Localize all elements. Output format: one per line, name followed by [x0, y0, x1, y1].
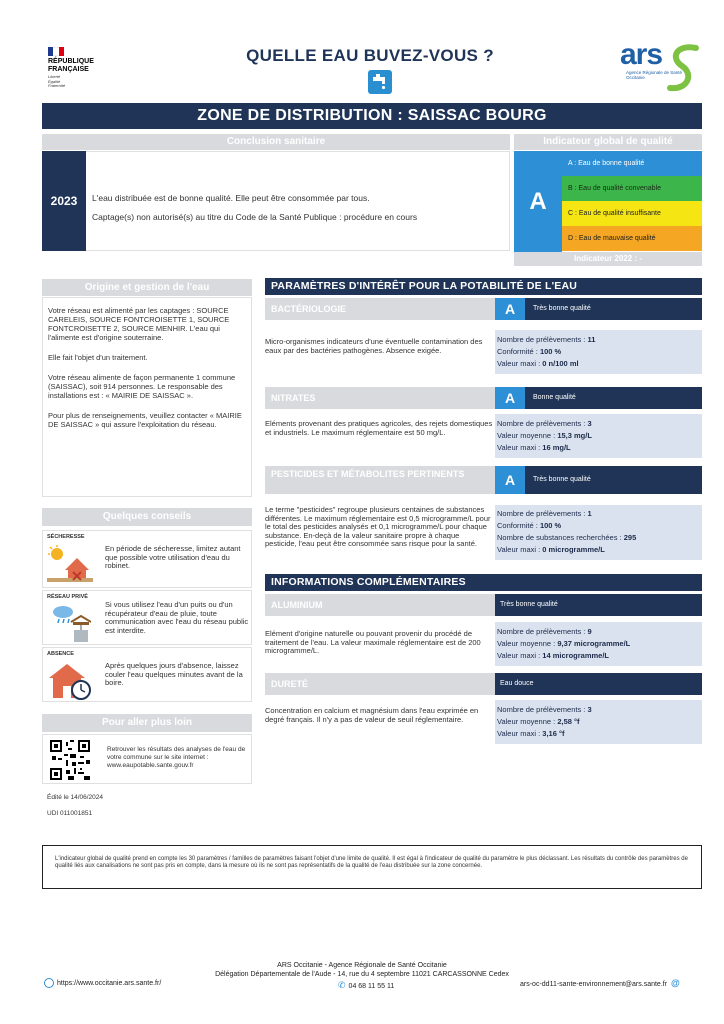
- stat-row: Nombre de substances recherchées : 295: [497, 533, 637, 542]
- zone-title: ZONE DE DISTRIBUTION : SAISSAC BOURG: [42, 103, 702, 129]
- origin-heading: Origine et gestion de l'eau: [42, 279, 252, 296]
- well-icon: [49, 604, 91, 644]
- parameters-heading: PARAMÈTRES D'INTÉRÊT POUR LA POTABILITÉ DE L'EAU: [265, 278, 702, 295]
- param-pesticides-description: Le terme "pesticides" regroupe plusieurs centaines de substances différentes. Le maximum réglementaire est 0,5 microgramme/L pour le total des pesticides analysés et 0,1 microgramme/L pour chaque substance. En-deçà de la valeur sanitaire propre à chaque pesticide, l'eau peut être consommée sans risque pour la santé.: [265, 505, 491, 548]
- param-pesticides-stats: [495, 505, 702, 560]
- param-pesticides-letter: A: [495, 466, 525, 494]
- water-tap-icon: [368, 70, 392, 94]
- origin-paragraph-captages: Votre réseau est alimenté par les captages : SOURCE CARELEIS, SOURCE FONTCROISETTE 1, SOURCE FONTCROISETTE 2, SOURCE MENHIR. L'eau qui l'alimente est d'origine souterraine.: [48, 306, 230, 342]
- advice-absence: [42, 647, 252, 702]
- advice-absence-text: Après quelques jours d'absence, laissez couler l'eau quelques minutes avant de la boire.: [105, 661, 243, 687]
- origin-paragraph-treatment: Elle fait l'objet d'un traitement.: [48, 353, 148, 362]
- stat-row: Nombre de prélèvements : 11: [497, 335, 596, 344]
- param-pesticides-quality: Très bonne qualité: [525, 466, 702, 494]
- stat-row: Valeur maxi : 0 n/100 ml: [497, 359, 579, 368]
- info-hardness-description: Concentration en calcium et magnésium dans l'eau exprimée en degré français. Il n'y a pas de valeur de seuil réglementaire.: [265, 706, 479, 724]
- stat-row: Nombre de prélèvements : 1: [497, 509, 592, 518]
- footer-website-link[interactable]: https://www.occitanie.ars.sante.fr/: [44, 978, 161, 988]
- conclusion-line2: Captage(s) non autorisé(s) au titre du Code de la Santé Publique : procédure en cours: [92, 212, 418, 222]
- qr-code-icon[interactable]: [50, 740, 90, 780]
- stat-row: Nombre de prélèvements : 9: [497, 627, 592, 636]
- param-bacteriology-description: Micro-organismes indicateurs d'une éventuelle contamination des eaux par des bactéries pathogènes. Absence exigée.: [265, 337, 483, 355]
- quality-indicator-footnote: L'indicateur global de qualité prend en compte les 30 paramètres / familles de paramètres faisant l'objet d'une limite de qualité. Il est égal à l'indicateur de qualité du paramètre le plus déclassant. Les résultats du contrôle des paramètres de qualité liés aux canalisations ne sont pas pris en compte, dans la mesure où ils ne sont pas représentatifs de la qualité de l'eau distribuée sur la zone concernée.: [42, 845, 702, 889]
- stat-row: Conformité : 100 %: [497, 347, 562, 356]
- advice-private-network-text: Si vous utilisez l'eau d'un puits ou d'un récupérateur d'eau de pluie, toute communication avec l'eau du réseau public est interdite.: [105, 600, 249, 635]
- origin-box: [42, 297, 252, 497]
- param-nitrates-quality: Bonne qualité: [525, 387, 702, 409]
- param-bacteriology-name: BACTÉRIOLOGIE: [265, 298, 495, 320]
- param-nitrates-letter: A: [495, 387, 525, 409]
- advice-private-network: [42, 590, 252, 645]
- house-clock-icon: [47, 660, 93, 700]
- page-title: QUELLE EAU BUVEZ-VOUS ?: [246, 46, 494, 65]
- stat-row: Nombre de prélèvements : 3: [497, 705, 592, 714]
- ars-logo-sub1: Agence Régionale de Santé: [626, 70, 683, 75]
- ars-swoosh-icon: [666, 42, 700, 94]
- advice-absence-label: ABSENCE: [47, 651, 74, 657]
- advice-drought-text: En période de sécheresse, limitez autant que possible votre utilisation d'eau du robinet.: [105, 544, 241, 570]
- info-aluminium-stats: [495, 622, 702, 666]
- stat-row: Valeur maxi : 14 microgramme/L: [497, 651, 609, 660]
- origin-paragraph-population: Votre réseau alimente de façon permanente 1 commune (SAISSAC), soit 914 personnes. Le responsable des installations est : « MAIRIE DE SAISSAC ».: [48, 373, 236, 400]
- footer-email-link[interactable]: ars-oc-dd11-sante-environnement@ars.sante.fr @: [520, 978, 680, 988]
- stat-row: Valeur moyenne : 9,37 microgramme/L: [497, 639, 631, 648]
- conclusion-heading: Conclusion sanitaire: [42, 134, 510, 150]
- footer-organization: ARS Occitanie - Agence Régionale de Santé Occitanie: [277, 962, 447, 969]
- advice-heading: Quelques conseils: [42, 508, 252, 526]
- at-sign-icon: @: [671, 978, 680, 988]
- advice-drought-label: SÉCHERESSE: [47, 534, 85, 540]
- info-aluminium-name: ALUMINIUM: [265, 594, 495, 616]
- stat-row: Conformité : 100 %: [497, 521, 562, 530]
- indicator-level-c: C : Eau de qualité insuffisante: [562, 201, 702, 226]
- ars-logo-sub2: Occitanie: [626, 75, 645, 80]
- advice-drought: [42, 530, 252, 588]
- indicator-level-b: B : Eau de qualité convenable: [562, 176, 702, 201]
- param-bacteriology-stats: [495, 330, 702, 374]
- phone-icon: ✆: [338, 980, 346, 990]
- indicator-previous-year: Indicateur 2022 : -: [514, 252, 702, 266]
- republic-line2: FRANÇAISE: [48, 65, 89, 73]
- stat-row: Valeur moyenne : 15,3 mg/L: [497, 431, 592, 440]
- further-info-text: Retrouver les résultats des analyses de l'eau de votre commune sur le site internet : www.eaupotable.sante.gouv.fr: [107, 746, 246, 769]
- stat-row: Valeur moyenne : 2,58 °f: [497, 717, 580, 726]
- republic-line1: RÉPUBLIQUE: [48, 58, 94, 65]
- french-flag-icon: [48, 47, 64, 56]
- drought-icon: [47, 544, 93, 584]
- info-hardness-quality: Eau douce: [495, 673, 702, 695]
- ars-logo-text: ars: [620, 38, 663, 71]
- indicator-level-d: D : Eau de mauvaise qualité: [562, 226, 702, 251]
- info-hardness-name: DURETÉ: [265, 673, 495, 695]
- conclusion-year: 2023: [42, 151, 86, 251]
- param-bacteriology-quality: Très bonne qualité: [525, 298, 702, 320]
- param-bacteriology-letter: A: [495, 298, 525, 320]
- udi-code: UDI 011001851: [47, 810, 93, 817]
- info-aluminium-quality: Très bonne qualité: [495, 594, 702, 616]
- additional-info-heading: INFORMATIONS COMPLÉMENTAIRES: [265, 574, 702, 591]
- param-nitrates-stats: [495, 414, 702, 458]
- further-info-heading: Pour aller plus loin: [42, 714, 252, 732]
- footer-address: Délégation Départementale de l'Aude - 14, rue du 4 septembre 11021 CARCASSONNE Cedex: [215, 971, 509, 978]
- indicator-letter: A: [514, 151, 562, 252]
- globe-icon: [44, 978, 54, 988]
- stat-row: Valeur maxi : 16 mg/L: [497, 443, 571, 452]
- republic-motto: Liberté Égalité Fraternité: [48, 74, 66, 89]
- stat-row: Valeur maxi : 0 microgramme/L: [497, 545, 605, 554]
- info-aluminium-description: Elément d'origine naturelle ou pouvant provenir du procédé de traitement de l'eau. La valeur maximale réglementaire est de 200 microgramme/L.: [265, 629, 481, 655]
- republique-francaise-logo: [48, 47, 118, 107]
- origin-paragraph-contact: Pour plus de renseignements, veuillez contacter « MAIRIE DE SAISSAC » qui assure l'exploitation du réseau.: [48, 411, 242, 429]
- edit-date: Édité le 14/06/2024: [47, 794, 104, 801]
- stat-row: Nombre de prélèvements : 3: [497, 419, 592, 428]
- ars-logo: [620, 40, 700, 96]
- advice-private-network-label: RÉSEAU PRIVÉ: [47, 594, 88, 600]
- param-nitrates-name: NITRATES: [265, 387, 495, 409]
- info-hardness-stats: [495, 700, 702, 744]
- param-pesticides-name: PESTICIDES ET MÉTABOLITES PERTINENTS: [265, 466, 495, 494]
- conclusion-line1: L'eau distribuée est de bonne qualité. Elle peut être consommée par tous.: [92, 193, 370, 203]
- footer-phone[interactable]: ✆ 04 68 11 55 11: [338, 980, 395, 990]
- stat-row: Valeur maxi : 3,16 °f: [497, 729, 565, 738]
- indicator-level-a: A : Eau de bonne qualité: [562, 151, 702, 176]
- param-nitrates-description: Eléments provenant des pratiques agricoles, des rejets domestiques et industriels. Le maximum réglementaire est 50 mg/L.: [265, 419, 493, 437]
- indicator-heading: Indicateur global de qualité: [514, 134, 702, 150]
